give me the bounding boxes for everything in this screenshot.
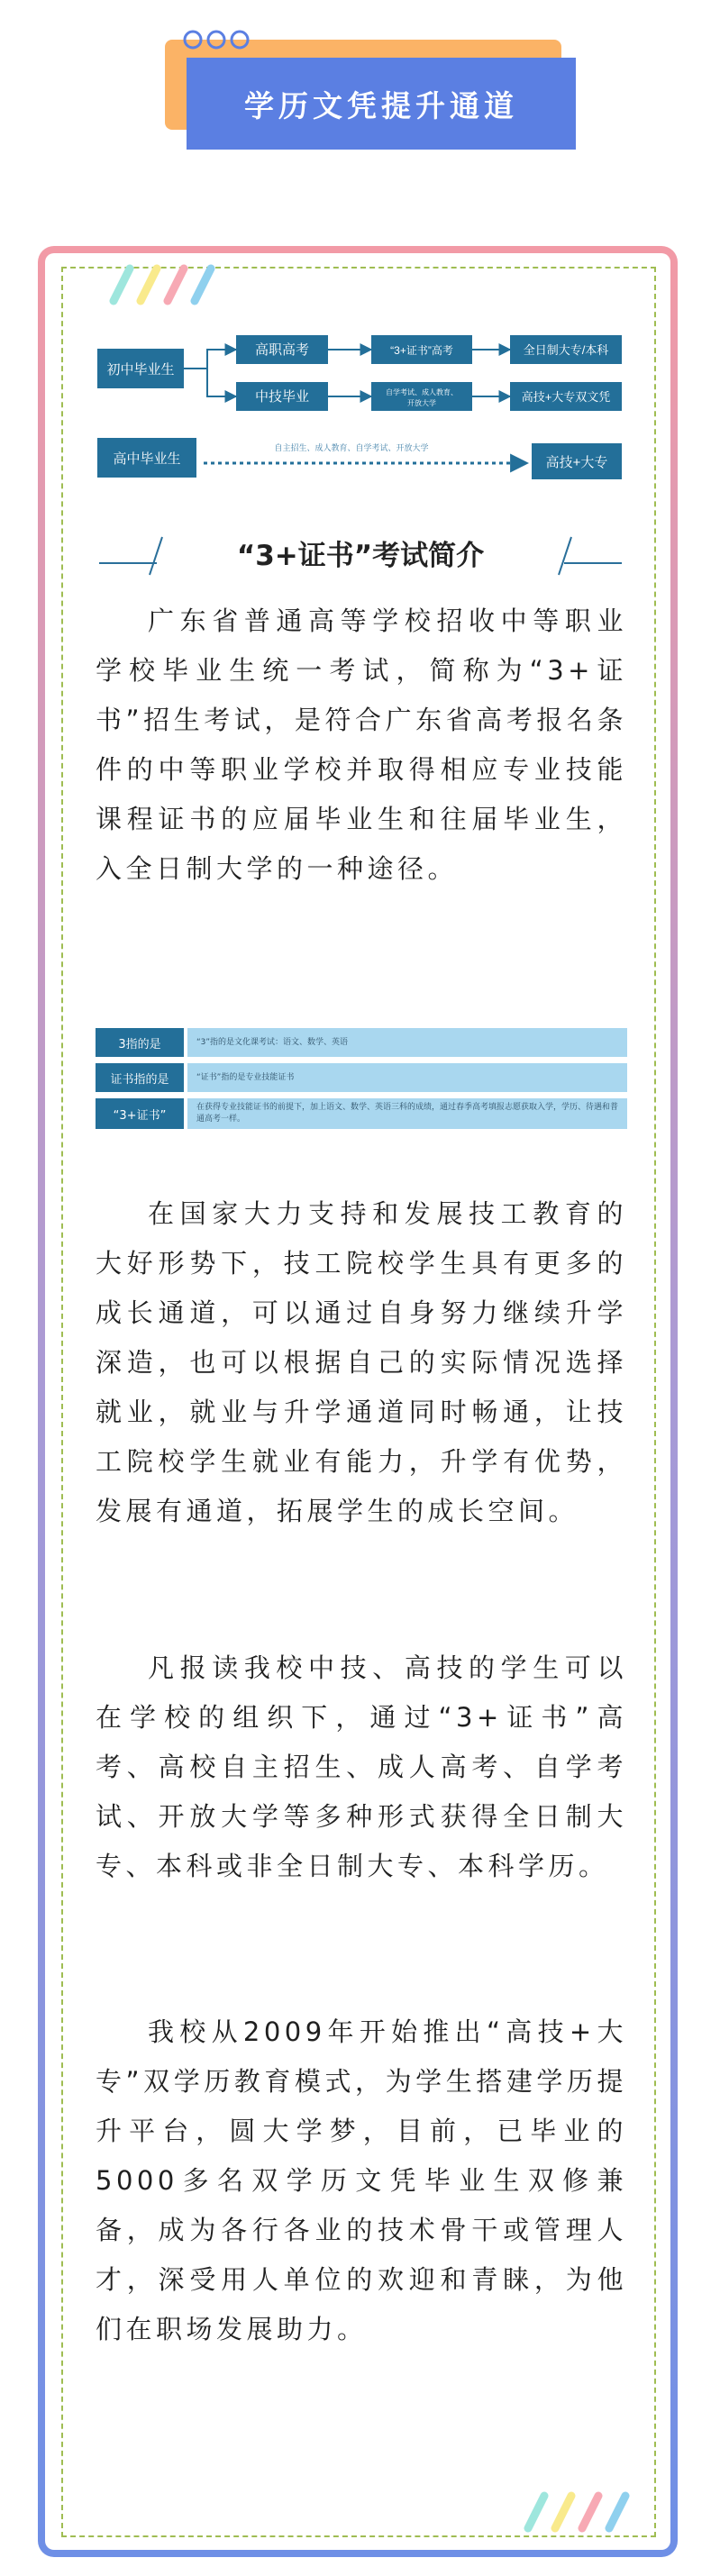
node-senior-label: 高中毕业生: [113, 451, 181, 467]
section-heading: [99, 532, 622, 580]
connector-line: [184, 350, 236, 369]
brush-stroke-icon: [523, 2489, 640, 2534]
senior-path-note: 自主招生、成人教育、自学考试、开放大学: [274, 443, 429, 452]
table-row-body: 在获得专业技能证书的前提下，加上语文、数学、英语三科的成绩，通过春季高考填报志愿获取入学，学历、待遇和普通高考一样。: [187, 1098, 627, 1129]
section-title-text: “3+证书”考试简介: [236, 540, 485, 572]
table-row-head: 证书指的是: [96, 1063, 184, 1092]
paragraph-development: 在国家大力支持和发展技工教育的大好形势下，技工院校学生具有更多的成长通道，可以通过自身努力继续升学深造，也可以根据自己的实际情况选择就业，就业与升学通道同时畅通，让技工院校学生就业有能力，升学有优势，发展有通道，拓展学生的成长空间。: [96, 1198, 627, 1526]
node-gaoji-dazhuan-label: 高技+大专: [545, 455, 608, 470]
paragraph-dual-degree: 我校从2009年开始推出“高技+大专”双学历教育模式，为学生搭建学历提升平台，圆大学梦，目前，已毕业的5000多名双学历文凭毕业生双修兼备，成为各行各业的技术骨干或管理人才，深受用人单位的欢迎和青睐，为他们在职场发展助力。: [96, 2016, 627, 2344]
info-table: [96, 1028, 627, 1135]
table-row-body: “3”指的是文化课考试：语文、数学、英语: [187, 1028, 627, 1057]
node-gaozhi-label: 高职高考: [254, 342, 310, 358]
node-junior-label: 初中毕业生: [106, 362, 175, 378]
table-row: [96, 1028, 627, 1057]
table-row-head: 3指的是: [96, 1028, 184, 1057]
node-fulltime-label: 全日制大专/本科: [523, 343, 609, 357]
page-title: 学历文凭提升通道: [187, 58, 576, 150]
node-self-study-line1: 自学考试、成人教育、: [386, 388, 458, 396]
paragraph-intro: 广东省普通高等学校招收中等职业学校毕业生统一考试，简称为“3+证书”招生考试，是符合广东省高考报名条件的中等职业学校并取得相应专业技能课程证书的应届毕业生和往届毕业生，入全日制大学的一种途径。: [96, 605, 627, 884]
table-row: [96, 1063, 627, 1092]
node-double-cert-label: 高技+大专双文凭: [521, 390, 611, 404]
paragraph-pathways: 凡报读我校中技、高技的学生可以在学校的组织下，通过“3+证书”高考、高校自主招生、成人高考、自学考试、开放大学等多种形式获得全日制大专、本科或非全日制大专、本科学历。: [96, 1652, 627, 1881]
table-row-body: “证书”指的是专业技能证书: [187, 1063, 627, 1092]
node-3-plus-cert-label: “3+证书”高考: [390, 344, 453, 357]
node-zhongji-label: 中技毕业: [254, 389, 310, 405]
education-pathway-flowchart: [0, 0, 720, 505]
table-row: [96, 1098, 627, 1129]
connector-line: [207, 369, 236, 396]
node-self-study-line2: 开放大学: [407, 399, 436, 407]
table-row-head: “3+证书”: [96, 1098, 184, 1129]
